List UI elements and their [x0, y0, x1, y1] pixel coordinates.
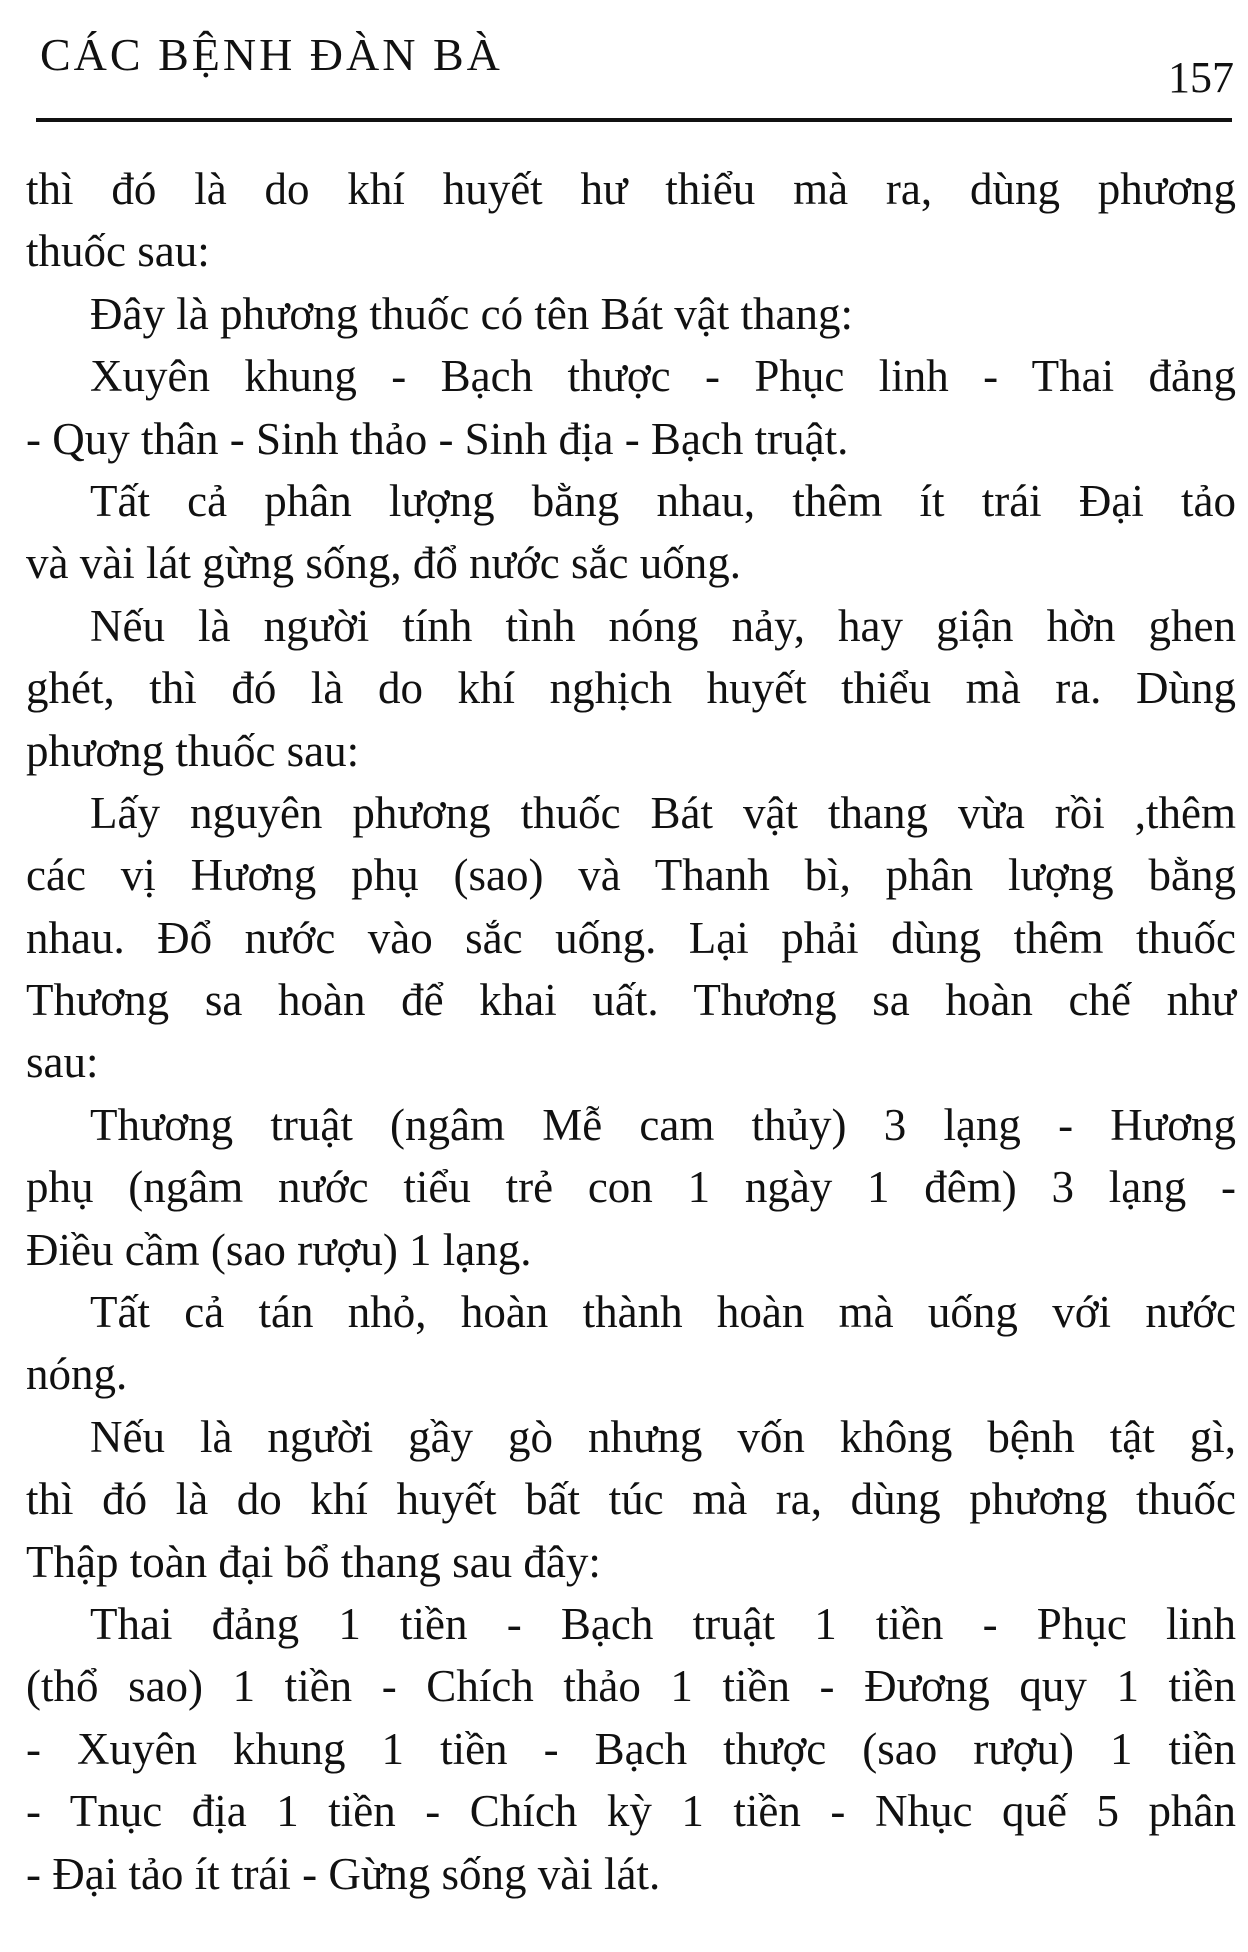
text-line: phụ (ngâm nước tiểu trẻ con 1 ngày 1 đêm) 3 lạng - — [26, 1162, 1236, 1213]
text-line: thì đó là do khí huyết hư thiểu mà ra, dùng phương — [26, 164, 1236, 214]
text-line: các vị Hương phụ (sao) và Thanh bì, phân lượng bằng — [26, 850, 1236, 901]
text-line: Nếu là người tính tình nóng nảy, hay giận hờn ghen — [90, 600, 1236, 651]
text-line: nhau. Đổ nước vào sắc uống. Lại phải dùng thêm thuốc — [26, 912, 1236, 963]
text-line: - Đại tảo ít trái - Gừng sống vài lát. — [26, 1848, 661, 1899]
text-line: Lấy nguyên phương thuốc Bát vật thang vừa rồi ,thêm — [90, 787, 1236, 838]
text-line: - Xuyên khung 1 tiền - Bạch thược (sao rượu) 1 tiền — [26, 1723, 1236, 1774]
text-line: Thương sa hoàn để khai uất. Thương sa hoàn chế như — [26, 975, 1236, 1026]
text-line: Tất cả tán nhỏ, hoàn thành hoàn mà uống với nước — [90, 1287, 1236, 1338]
text-line: ghét, thì đó là do khí nghịch huyết thiểu mà ra. Dùng — [26, 663, 1236, 714]
text-line: thì đó là do khí huyết bất túc mà ra, dùng phương thuốc — [26, 1474, 1236, 1525]
text-line: phương thuốc sau: — [26, 725, 360, 776]
text-line: Thập toàn đại bổ thang sau đây: — [26, 1536, 601, 1587]
text-line: nóng. — [26, 1349, 128, 1400]
text-line: Thương truật (ngâm Mễ cam thủy) 3 lạng - Hương — [90, 1099, 1236, 1150]
header-rule — [36, 118, 1232, 122]
body-text — [26, 158, 1236, 1905]
text-line: Điều cầm (sao rượu) 1 lạng. — [26, 1224, 532, 1275]
page-number: 157 — [1168, 53, 1234, 102]
text-line: (thổ sao) 1 tiền - Chích thảo 1 tiền - Đương quy 1 tiền — [26, 1661, 1236, 1712]
text-line: Nếu là người gầy gò nhưng vốn không bệnh tật gì, — [90, 1411, 1236, 1462]
text-line: Tất cả phân lượng bằng nhau, thêm ít trái Đại tảo — [90, 475, 1236, 526]
text-line: và vài lát gừng sống, đổ nước sắc uống. — [26, 538, 741, 589]
text-line: - Tnục địa 1 tiền - Chích kỳ 1 tiền - Nhục quế 5 phân — [26, 1786, 1236, 1837]
running-header-title: CÁC BỆNH ĐÀN BÀ — [40, 29, 503, 80]
text-line: Đây là phương thuốc có tên Bát vật thang: — [90, 288, 854, 339]
text-line: sau: — [26, 1037, 99, 1088]
text-line: - Quy thân - Sinh thảo - Sinh địa - Bạch truật. — [26, 413, 849, 464]
text-line: Xuyên khung - Bạch thược - Phục linh - Thai đảng — [90, 351, 1236, 402]
text-line: thuốc sau: — [26, 226, 210, 277]
text-line: Thai đảng 1 tiền - Bạch truật 1 tiền - Phục linh — [90, 1598, 1236, 1649]
